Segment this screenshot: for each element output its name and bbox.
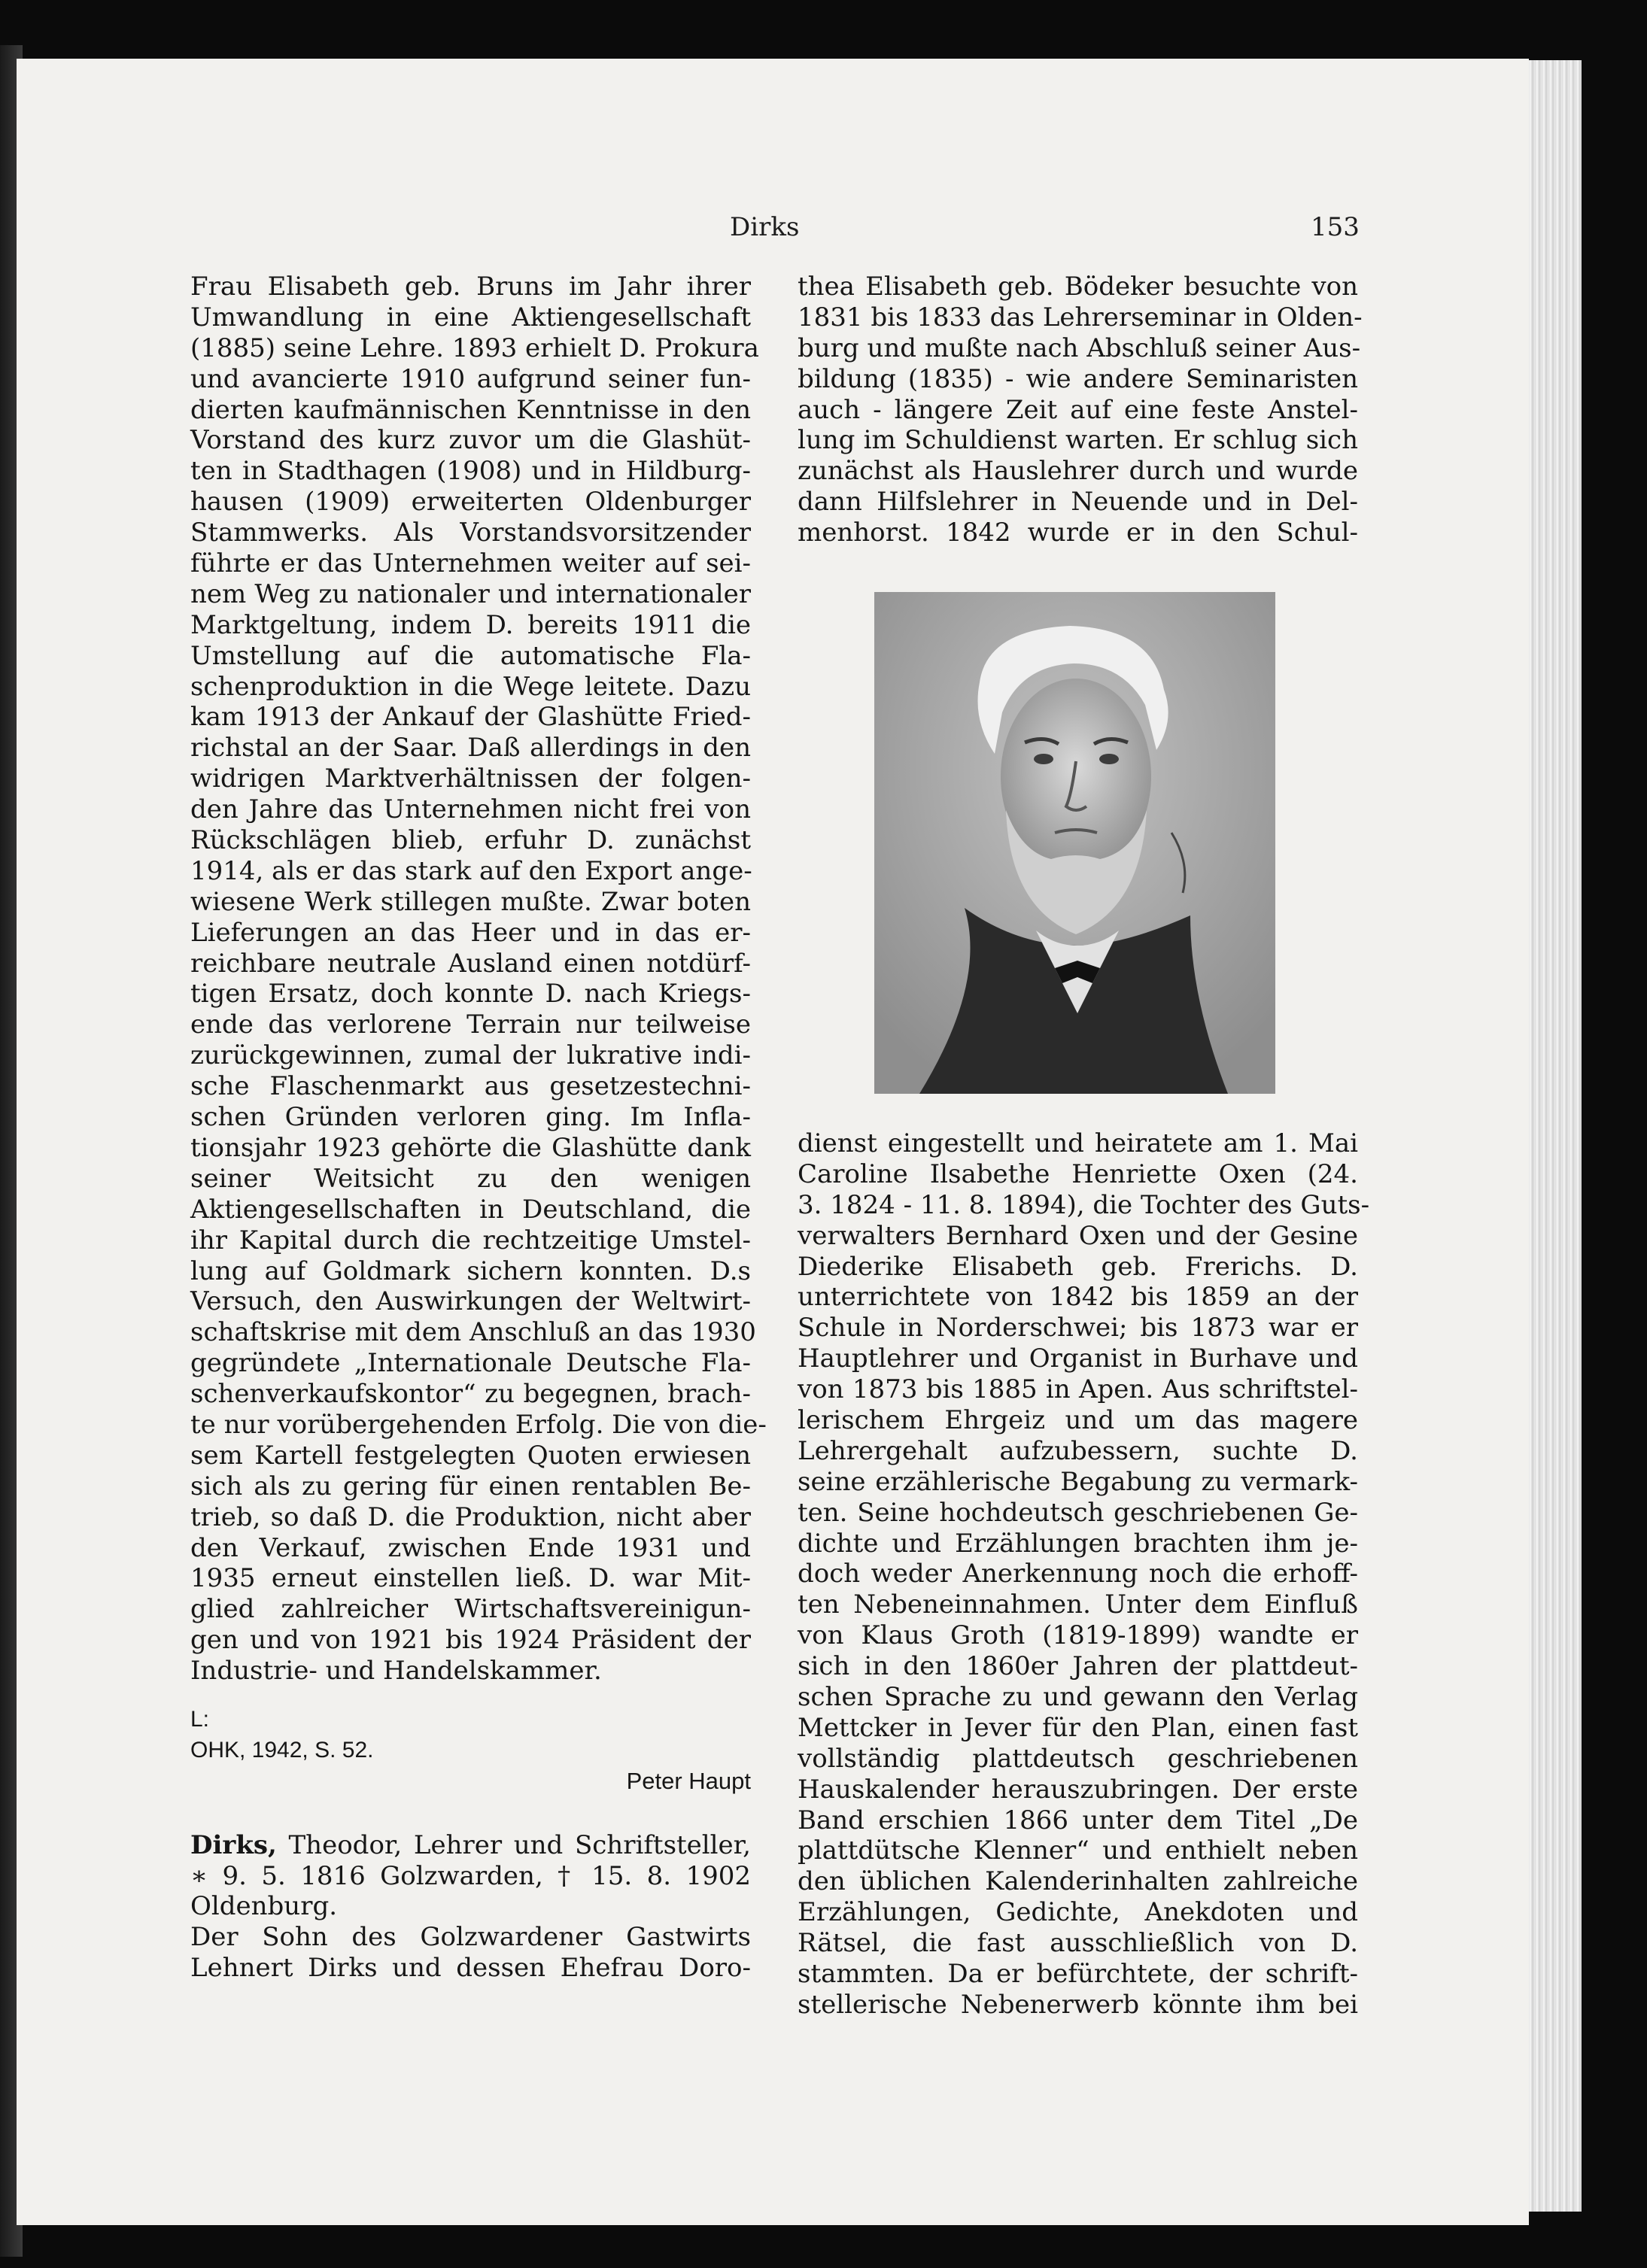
text-line: schenproduktion in die Wege leitete. Dazu (190, 671, 751, 702)
left-column-paragraph (190, 272, 767, 1687)
page-number: 153 (1311, 212, 1360, 242)
text-line: Caroline Ilsabethe Henriette Oxen (24. (798, 1158, 1358, 1189)
text-line: wiesene Werk stillegen mußte. Zwar boten (190, 886, 751, 917)
text-line: bildung (1835) - wie andere Seminaristen (798, 363, 1358, 394)
text-line: Lehrergehalt aufzubessern, suchte D. (798, 1435, 1358, 1466)
text-line: ten. Seine hochdeutsch geschriebenen Ge- (798, 1497, 1358, 1528)
text-line: Lieferungen an das Heer und in das er- (190, 917, 751, 948)
entry-place: Oldenburg. (190, 1891, 338, 1922)
text-line: ten in Stadthagen (1908) und in Hildburg- (190, 456, 751, 487)
text-line: unterrichtete von 1842 bis 1859 an der (798, 1282, 1358, 1313)
text-line: Hauptlehrer und Organist in Burhave und (798, 1343, 1358, 1374)
literature-label: L: (190, 1706, 210, 1732)
text-line: Erzählungen, Gedichte, Anekdoten und (798, 1897, 1358, 1928)
entry-dates: ∗ 9. 5. 1816 Golzwarden, † 15. 8. 1902 (190, 1860, 751, 1891)
entry-name: Dirks, (190, 1829, 277, 1860)
text-line: stammten. Da er befürchtete, der schrift- (798, 1959, 1358, 1990)
text-line: stellerische Nebenerwerb könnte ihm bei (798, 1989, 1358, 2020)
text-line: thea Elisabeth geb. Bödeker besuchte von (798, 272, 1358, 302)
literature-reference: OHK, 1942, S. 52. (190, 1737, 374, 1762)
text-line: gegründete „Internationale Deutsche Fla- (190, 1348, 751, 1379)
text-line: Aktiengesellschaften in Deutschland, die (190, 1194, 751, 1225)
text-line: zurückgewinnen, zumal der lukrative indi- (190, 1040, 751, 1071)
text-line: Umstellung auf die automatische Fla- (190, 640, 751, 671)
text-line: Rätsel, die fast ausschließlich von D. (798, 1928, 1358, 1959)
text-line: von 1873 bis 1885 in Apen. Aus schriftstel- (798, 1374, 1358, 1405)
text-line: reichbare neutrale Ausland einen notdürf- (190, 948, 751, 979)
text-line: und avancierte 1910 aufgrund seiner fun- (190, 363, 751, 394)
text-line: lung im Schuldienst warten. Er schlug sich (798, 425, 1358, 456)
text-line: Mettcker in Jever für den Plan, einen fast (798, 1712, 1358, 1743)
text-line: sche Flaschenmarkt aus gesetzestechni- (190, 1071, 751, 1102)
spacer (190, 1797, 751, 1830)
text-line: Rückschlägen blieb, erfuhr D. zunächst (190, 825, 751, 856)
text-line: nem Weg zu nationaler und internationaler (190, 578, 751, 609)
text-line: dann Hilfslehrer in Neuende und in Del- (798, 487, 1358, 518)
text-line: menhorst. 1842 wurde er in den Schul- (798, 518, 1358, 548)
text-line: te nur vorübergehenden Erfolg. Die von die- (190, 1409, 767, 1440)
text-line: Versuch, den Auswirkungen der Weltwirt- (190, 1286, 751, 1317)
text-line: glied zahlreicher Wirtschaftsvereinigun- (190, 1594, 751, 1625)
text-line: lung auf Goldmark sichern konnten. D.s (190, 1255, 751, 1286)
text-line: Diederike Elisabeth geb. Frerichs. D. (798, 1251, 1358, 1282)
text-line: Schule in Norderschwei; bis 1873 war er (798, 1313, 1358, 1343)
running-head: Dirks (730, 212, 800, 242)
spacer (190, 1687, 751, 1705)
text-line: Vorstand des kurz zuvor um die Glashüt- (190, 425, 751, 456)
text-line: auch - längere Zeit auf eine feste Anstel- (798, 394, 1358, 425)
text-line: 1935 erneut einstellen ließ. D. war Mit- (190, 1563, 751, 1594)
text-line: dienst eingestellt und heiratete am 1. Mai (798, 1128, 1358, 1158)
text-line: gen und von 1921 bis 1924 Präsident der (190, 1625, 751, 1656)
text-line: richstal an der Saar. Daß allerdings in den (190, 733, 751, 764)
text-line: Stammwerks. Als Vorstandsvorsitzender (190, 518, 751, 548)
portrait-image (874, 592, 1275, 1094)
text-line: doch weder Anerkennung noch die erhoff- (798, 1559, 1358, 1589)
text-line: Lehnert Dirks und dessen Ehefrau Doro- (190, 1953, 751, 1984)
text-line: von Klaus Groth (1819-1899) wandte er (798, 1620, 1358, 1651)
text-line: vollständig plattdeutsch geschriebenen (798, 1743, 1358, 1774)
article-author: Peter Haupt (626, 1767, 751, 1794)
text-line: seiner Weitsicht zu den wenigen (190, 1163, 751, 1194)
text-line: dierten kaufmännischen Kenntnisse in den (190, 394, 751, 425)
text-line: plattdütsche Klenner“ und enthielt neben (798, 1835, 1358, 1866)
text-line: schen Gründen verloren ging. Im Infla- (190, 1102, 751, 1133)
right-column-bottom (798, 1128, 1370, 2021)
text-line: zunächst als Hauslehrer durch und wurde (798, 456, 1358, 487)
left-column (190, 272, 767, 1984)
text-line: Marktgeltung, indem D. bereits 1911 die (190, 609, 751, 640)
text-line: schenverkaufskontor“ zu begegnen, brach- (190, 1379, 751, 1410)
text-line: den üblichen Kalenderinhalten zahlreiche (798, 1866, 1358, 1897)
text-line: Band erschien 1866 unter dem Titel „De (798, 1805, 1358, 1835)
text-line: burg und mußte nach Abschluß seiner Aus- (798, 332, 1361, 363)
text-line: Frau Elisabeth geb. Bruns im Jahr ihrer (190, 272, 751, 302)
text-line: seine erzählerische Begabung zu vermark- (798, 1466, 1358, 1497)
text-line: ten Nebeneinnahmen. Unter dem Einfluß (798, 1589, 1358, 1620)
text-line: tionsjahr 1923 gehörte die Glashütte dank (190, 1132, 751, 1163)
text-line: kam 1913 der Ankauf der Glashütte Fried- (190, 702, 751, 733)
text-line: verwalters Bernhard Oxen und der Gesine (798, 1220, 1358, 1251)
text-line: (1885) seine Lehre. 1893 erhielt D. Prokura (190, 332, 759, 363)
portrait-engraving-icon (874, 592, 1275, 1094)
text-line: ende das verlorene Terrain nur teilweise (190, 1010, 751, 1040)
text-line: widrigen Marktverhältnissen der folgen- (190, 764, 751, 794)
text-line: schaftskrise mit dem Anschluß an das 1930 (190, 1317, 756, 1348)
text-line: Umwandlung in eine Aktiengesellschaft (190, 302, 751, 332)
text-line: Der Sohn des Golzwardener Gastwirts (190, 1922, 751, 1953)
text-line: tigen Ersatz, doch konnte D. nach Kriegs- (190, 979, 751, 1010)
text-line: trieb, so daß D. die Produktion, nicht aber (190, 1501, 751, 1532)
text-line: 1831 bis 1833 das Lehrerseminar in Olden- (798, 302, 1363, 332)
text-line: dichte und Erzählungen brachten ihm je- (798, 1528, 1358, 1559)
text-line: ihr Kapital durch die rechtzeitige Umstel- (190, 1225, 751, 1255)
text-line: den Verkauf, zwischen Ende 1931 und (190, 1532, 751, 1563)
text-line: führte er das Unternehmen weiter auf sei- (190, 548, 751, 579)
text-line: Industrie- und Handelskammer. (190, 1656, 602, 1687)
text-line: sich als zu gering für einen rentablen Be- (190, 1471, 751, 1501)
text-line: hausen (1909) erweiterten Oldenburger (190, 487, 751, 518)
text-line: 1914, als er das stark auf den Export ange- (190, 855, 752, 886)
text-line: 3. 1824 - 11. 8. 1894), die Tochter des Guts- (798, 1189, 1370, 1220)
text-line: Hauskalender herauszubringen. Der erste (798, 1774, 1358, 1805)
text-line: den Jahre das Unternehmen nicht frei von (190, 794, 751, 825)
text-line: schen Sprache zu und gewann den Verlag (798, 1682, 1358, 1713)
text-line: sich in den 1860er Jahren der plattdeut- (798, 1651, 1358, 1682)
entry-descriptor: Theodor, Lehrer und Schriftsteller, (276, 1829, 751, 1860)
text-line: lerischem Ehrgeiz und um das magere (798, 1405, 1358, 1436)
right-column-top (798, 272, 1363, 548)
text-line: sem Kartell festgelegten Quoten erwiesen (190, 1440, 751, 1471)
entry-headline (190, 1830, 751, 1861)
